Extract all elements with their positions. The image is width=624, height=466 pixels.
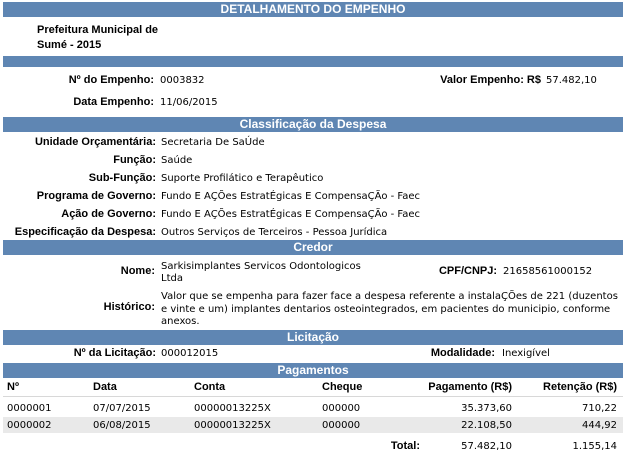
empenho-valor-label: Valor Empenho: R$: [440, 74, 541, 86]
credor-cpf-value: 21658561000152: [503, 266, 593, 277]
row2-pagamento: 22.108,50: [461, 420, 512, 431]
licitacao-header: [3, 330, 623, 345]
credor-nome-line1: Sarkisimplantes Servicos Odontologicos: [161, 261, 361, 272]
row1-numero: 0000001: [7, 403, 52, 414]
classificacao-label-especificacao: Especificação da Despesa:: [14, 226, 156, 238]
empenho-data-value: 11/06/2015: [160, 97, 218, 108]
row2-data: 06/08/2015: [93, 420, 151, 431]
licitacao-modalidade-value: Inexigível: [502, 348, 550, 359]
entity-name-line2: Sumé - 2015: [37, 39, 102, 51]
classificacao-label-funcao: Função:: [113, 154, 156, 166]
page-title: DETALHAMENTO DO EMPENHO: [220, 2, 406, 16]
divider-bar: [3, 56, 623, 67]
classificacao-label-programa: Programa de Governo:: [36, 190, 156, 202]
empenho-numero-label: Nº do Empenho:: [68, 74, 154, 86]
classificacao-value-funcao: Saúde: [161, 155, 193, 166]
licitacao-numero-label: Nº da Licitação:: [73, 347, 156, 359]
credor-historico-line2: e vinte e um) implantes dentarios osteointegrados, em pacientes do municipio, conforme: [161, 304, 611, 315]
credor-nome-line2: Ltda: [161, 273, 183, 284]
classificacao-value-especificacao: Outros Serviços de Terceiros - Pessoa Jurídica: [161, 227, 388, 238]
page-title-bar: [3, 2, 623, 17]
licitacao-modalidade-label: Modalidade:: [430, 347, 495, 359]
row1-conta: 00000013225X: [194, 403, 271, 414]
row2-numero: 0000002: [7, 420, 52, 431]
credor-historico-line1: Valor que se empenha para fazer face a despesa referente a instalaÇÕes de 221 (duzentos: [161, 291, 618, 302]
col-header-data: Data: [93, 381, 117, 393]
classificacao-label-subfuncao: Sub-Função:: [88, 172, 156, 184]
credor-title: Credor: [293, 240, 333, 254]
row1-pagamento: 35.373,60: [461, 403, 512, 414]
classificacao-value-acao: Fundo E AÇÕes EstratÉgicas E CompensaÇÃo - Faec: [161, 209, 421, 220]
col-header-cheque: Cheque: [322, 381, 363, 393]
row2-cheque: 000000: [322, 420, 361, 431]
empenho-data-label: Data Empenho:: [73, 96, 154, 108]
col-header-conta: Conta: [194, 381, 226, 393]
row2-retencao: 444,92: [582, 420, 617, 431]
licitacao-title: Licitação: [286, 330, 340, 344]
credor-nome-label: Nome:: [120, 265, 155, 277]
credor-cpf-label: CPF/CNPJ:: [438, 265, 497, 277]
classificacao-value-subfuncao: Suporte Profilático e Terapêutico: [161, 173, 324, 184]
pagamentos-header: [3, 363, 623, 378]
entity-name-line1: Prefeitura Municipal de: [37, 24, 159, 36]
pagamentos-title: Pagamentos: [277, 363, 349, 377]
credor-historico-label: Histórico:: [103, 301, 155, 313]
empenho-valor-value: 57.482,10: [546, 75, 597, 86]
empenho-numero-value: 0003832: [160, 75, 205, 86]
row1-cheque: 000000: [322, 403, 361, 414]
classificacao-value-unidade: Secretaria De SaÚde: [161, 137, 265, 148]
credor-historico-line3: anexos.: [161, 316, 200, 327]
classificacao-title: Classificação da Despesa: [239, 117, 387, 131]
total-label: Total:: [390, 440, 420, 452]
classificacao-value-programa: Fundo E AÇÕes EstratÉgicas E CompensaÇÃo - Faec: [161, 191, 421, 202]
total-retencao: 1.155,14: [572, 441, 617, 452]
row2-conta: 00000013225X: [194, 420, 271, 431]
credor-header: [3, 240, 623, 255]
col-header-numero: Nº: [7, 381, 19, 393]
licitacao-numero-value: 000012015: [161, 348, 219, 359]
row1-retencao: 710,22: [582, 403, 617, 414]
classificacao-header: [3, 117, 623, 132]
header-separator: [3, 396, 623, 397]
classificacao-label-unidade: Unidade Orçamentária:: [34, 136, 156, 148]
row1-data: 07/07/2015: [93, 403, 151, 414]
total-pagamento: 57.482,10: [461, 441, 512, 452]
classificacao-label-acao: Ação de Governo:: [61, 208, 156, 220]
col-header-pagamento: Pagamento (R$): [428, 381, 512, 393]
col-header-retencao: Retenção (R$): [543, 381, 617, 393]
